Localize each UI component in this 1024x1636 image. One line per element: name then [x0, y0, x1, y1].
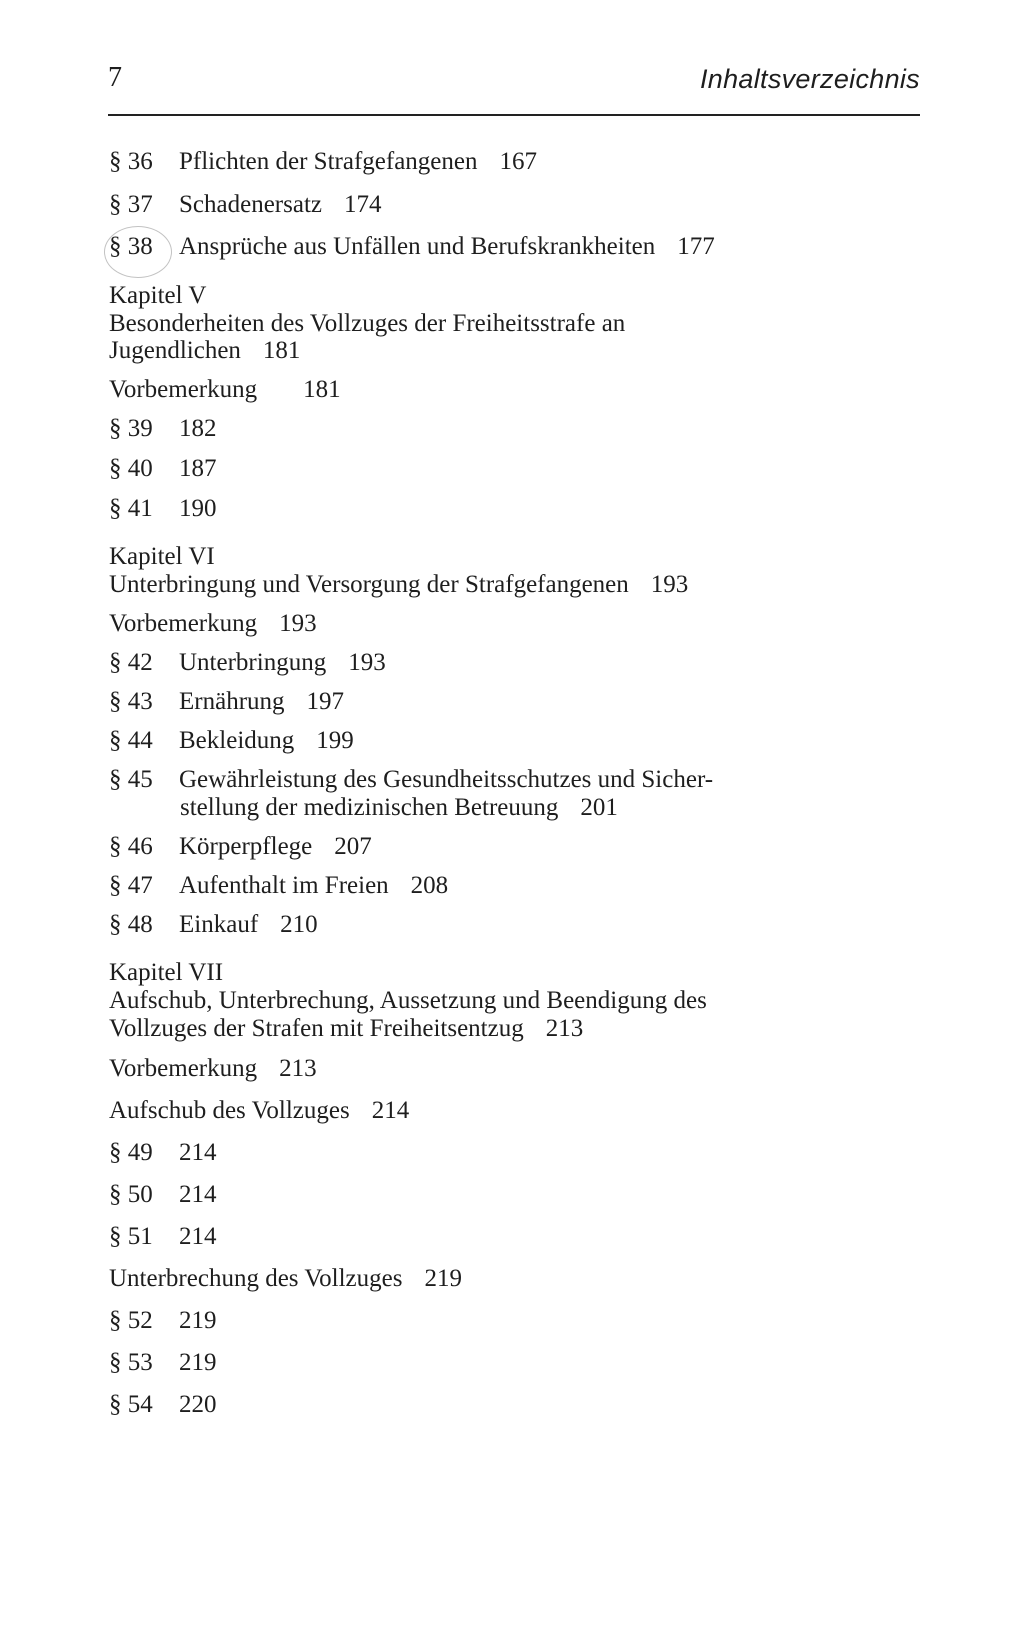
toc-entry — [109, 1139, 217, 1167]
section-number: § 53 — [109, 1349, 153, 1376]
entry-page: 193 — [279, 610, 317, 637]
entry-page: 197 — [306, 688, 345, 715]
entry-title: Aufenthalt im Freien — [179, 872, 389, 899]
toc-entry — [109, 1307, 217, 1335]
vorbemerkung-entry — [109, 376, 341, 404]
entry-title-cont: stellung der medizinischen Betreuung — [180, 794, 559, 821]
entry-page: 199 — [316, 727, 354, 754]
entry-page: 167 — [499, 148, 537, 175]
entry-title: Vorbemerkung — [109, 376, 258, 403]
entry-page: 219 — [179, 1307, 217, 1334]
entry-page: 210 — [280, 911, 318, 938]
section-number: § 38 — [109, 233, 153, 260]
section-number: § 48 — [109, 911, 153, 938]
section-number: § 39 — [109, 415, 153, 442]
section-number: § 43 — [109, 688, 153, 715]
header-rule — [108, 114, 920, 116]
toc-entry — [109, 148, 537, 176]
toc-entry — [109, 911, 318, 939]
toc-entry — [109, 766, 713, 794]
chapter-page: 181 — [262, 337, 301, 364]
entry-title: Ansprüche aus Unfällen und Berufskrankheiten — [179, 233, 656, 260]
entry-page: 190 — [179, 495, 217, 522]
entry-title: Bekleidung — [179, 727, 295, 754]
toc-entry — [109, 415, 217, 443]
section-number: § 36 — [109, 148, 153, 175]
chapter-title-cont — [109, 337, 300, 365]
section-number: § 54 — [109, 1391, 153, 1418]
section-number: § 42 — [109, 649, 153, 676]
section-number: § 40 — [109, 455, 153, 482]
entry-title: Pflichten der Strafgefangenen — [179, 148, 478, 175]
subheading-entry — [109, 1097, 409, 1125]
entry-title: Einkauf — [179, 911, 259, 938]
toc-entry — [109, 191, 381, 219]
entry-page: 219 — [424, 1265, 462, 1292]
toc-entry — [109, 1391, 217, 1419]
toc-entry — [109, 727, 354, 755]
entry-page: 207 — [334, 833, 372, 860]
entry-page: 177 — [677, 233, 715, 260]
entry-page: 214 — [179, 1223, 217, 1250]
entry-title: Unterbringung — [179, 649, 327, 676]
toc-entry — [109, 872, 448, 900]
entry-page: 219 — [179, 1349, 217, 1376]
entry-title: Vorbemerkung — [109, 1055, 258, 1082]
entry-page: 213 — [279, 1055, 317, 1082]
entry-page: 214 — [371, 1097, 410, 1124]
toc-entry — [109, 455, 217, 483]
toc-entry — [109, 495, 217, 523]
section-number: § 47 — [109, 872, 153, 899]
toc-entry — [109, 1223, 217, 1251]
section-number: § 44 — [109, 727, 153, 754]
section-number: § 46 — [109, 833, 153, 860]
toc-entry — [109, 833, 372, 861]
chapter-page: 213 — [545, 1015, 584, 1042]
chapter-label: Kapitel V — [109, 282, 207, 309]
running-title: Inhaltsverzeichnis — [699, 64, 920, 94]
entry-title: Körperpflege — [179, 833, 313, 860]
entry-title: Ernährung — [179, 688, 285, 715]
section-number: § 41 — [109, 495, 153, 522]
section-number: § 37 — [109, 191, 153, 218]
chapter-title-line: Vollzuges der Strafen mit Freiheitsentzug — [109, 1015, 524, 1042]
toc-entry — [109, 649, 386, 677]
vorbemerkung-entry — [109, 610, 317, 638]
toc-entry-cont — [180, 794, 618, 822]
entry-page: 187 — [179, 455, 217, 482]
page-number: 7 — [108, 62, 122, 93]
entry-page: 214 — [179, 1181, 217, 1208]
section-number: § 51 — [109, 1223, 153, 1250]
entry-title: Vorbemerkung — [109, 610, 258, 637]
entry-page: 214 — [179, 1139, 217, 1166]
entry-title: Schadenersatz — [179, 191, 322, 218]
chapter-page: 193 — [650, 571, 689, 598]
entry-page: 208 — [410, 872, 449, 899]
chapter-title: Unterbringung und Versorgung der Strafgefangenen — [109, 571, 629, 598]
entry-page: 182 — [179, 415, 217, 442]
entry-page: 174 — [343, 191, 382, 218]
chapter-title-line-with-page — [109, 1015, 583, 1043]
vorbemerkung-entry — [109, 1055, 317, 1083]
subheading-entry — [109, 1265, 462, 1293]
section-number: § 45 — [109, 766, 153, 793]
section-number: § 52 — [109, 1307, 153, 1334]
chapter-title-line-with-page — [109, 571, 688, 599]
entry-title: Unterbrechung des Vollzuges — [109, 1265, 403, 1292]
chapter-label: Kapitel VII — [109, 959, 224, 986]
chapter-label: Kapitel VI — [109, 543, 215, 570]
section-number: § 50 — [109, 1181, 153, 1208]
entry-title: Gewährleistung des Gesundheitsschutzes und Sicher- — [179, 766, 714, 793]
chapter-title: Besonderheiten des Vollzuges der Freiheitsstrafe an — [109, 310, 626, 337]
chapter-title: Aufschub, Unterbrechung, Aussetzung und Beendigung des — [109, 987, 707, 1014]
entry-page: 220 — [179, 1391, 217, 1418]
section-number: § 49 — [109, 1139, 153, 1166]
toc-entry — [109, 688, 344, 716]
chapter-title-line: Jugendlichen — [109, 337, 241, 364]
entry-page: 201 — [580, 794, 618, 821]
entry-page: 193 — [348, 649, 386, 676]
toc-entry — [109, 1349, 217, 1377]
toc-entry — [109, 233, 715, 261]
toc-entry — [109, 1181, 217, 1209]
entry-page: 181 — [303, 376, 341, 403]
entry-title: Aufschub des Vollzuges — [109, 1097, 350, 1124]
